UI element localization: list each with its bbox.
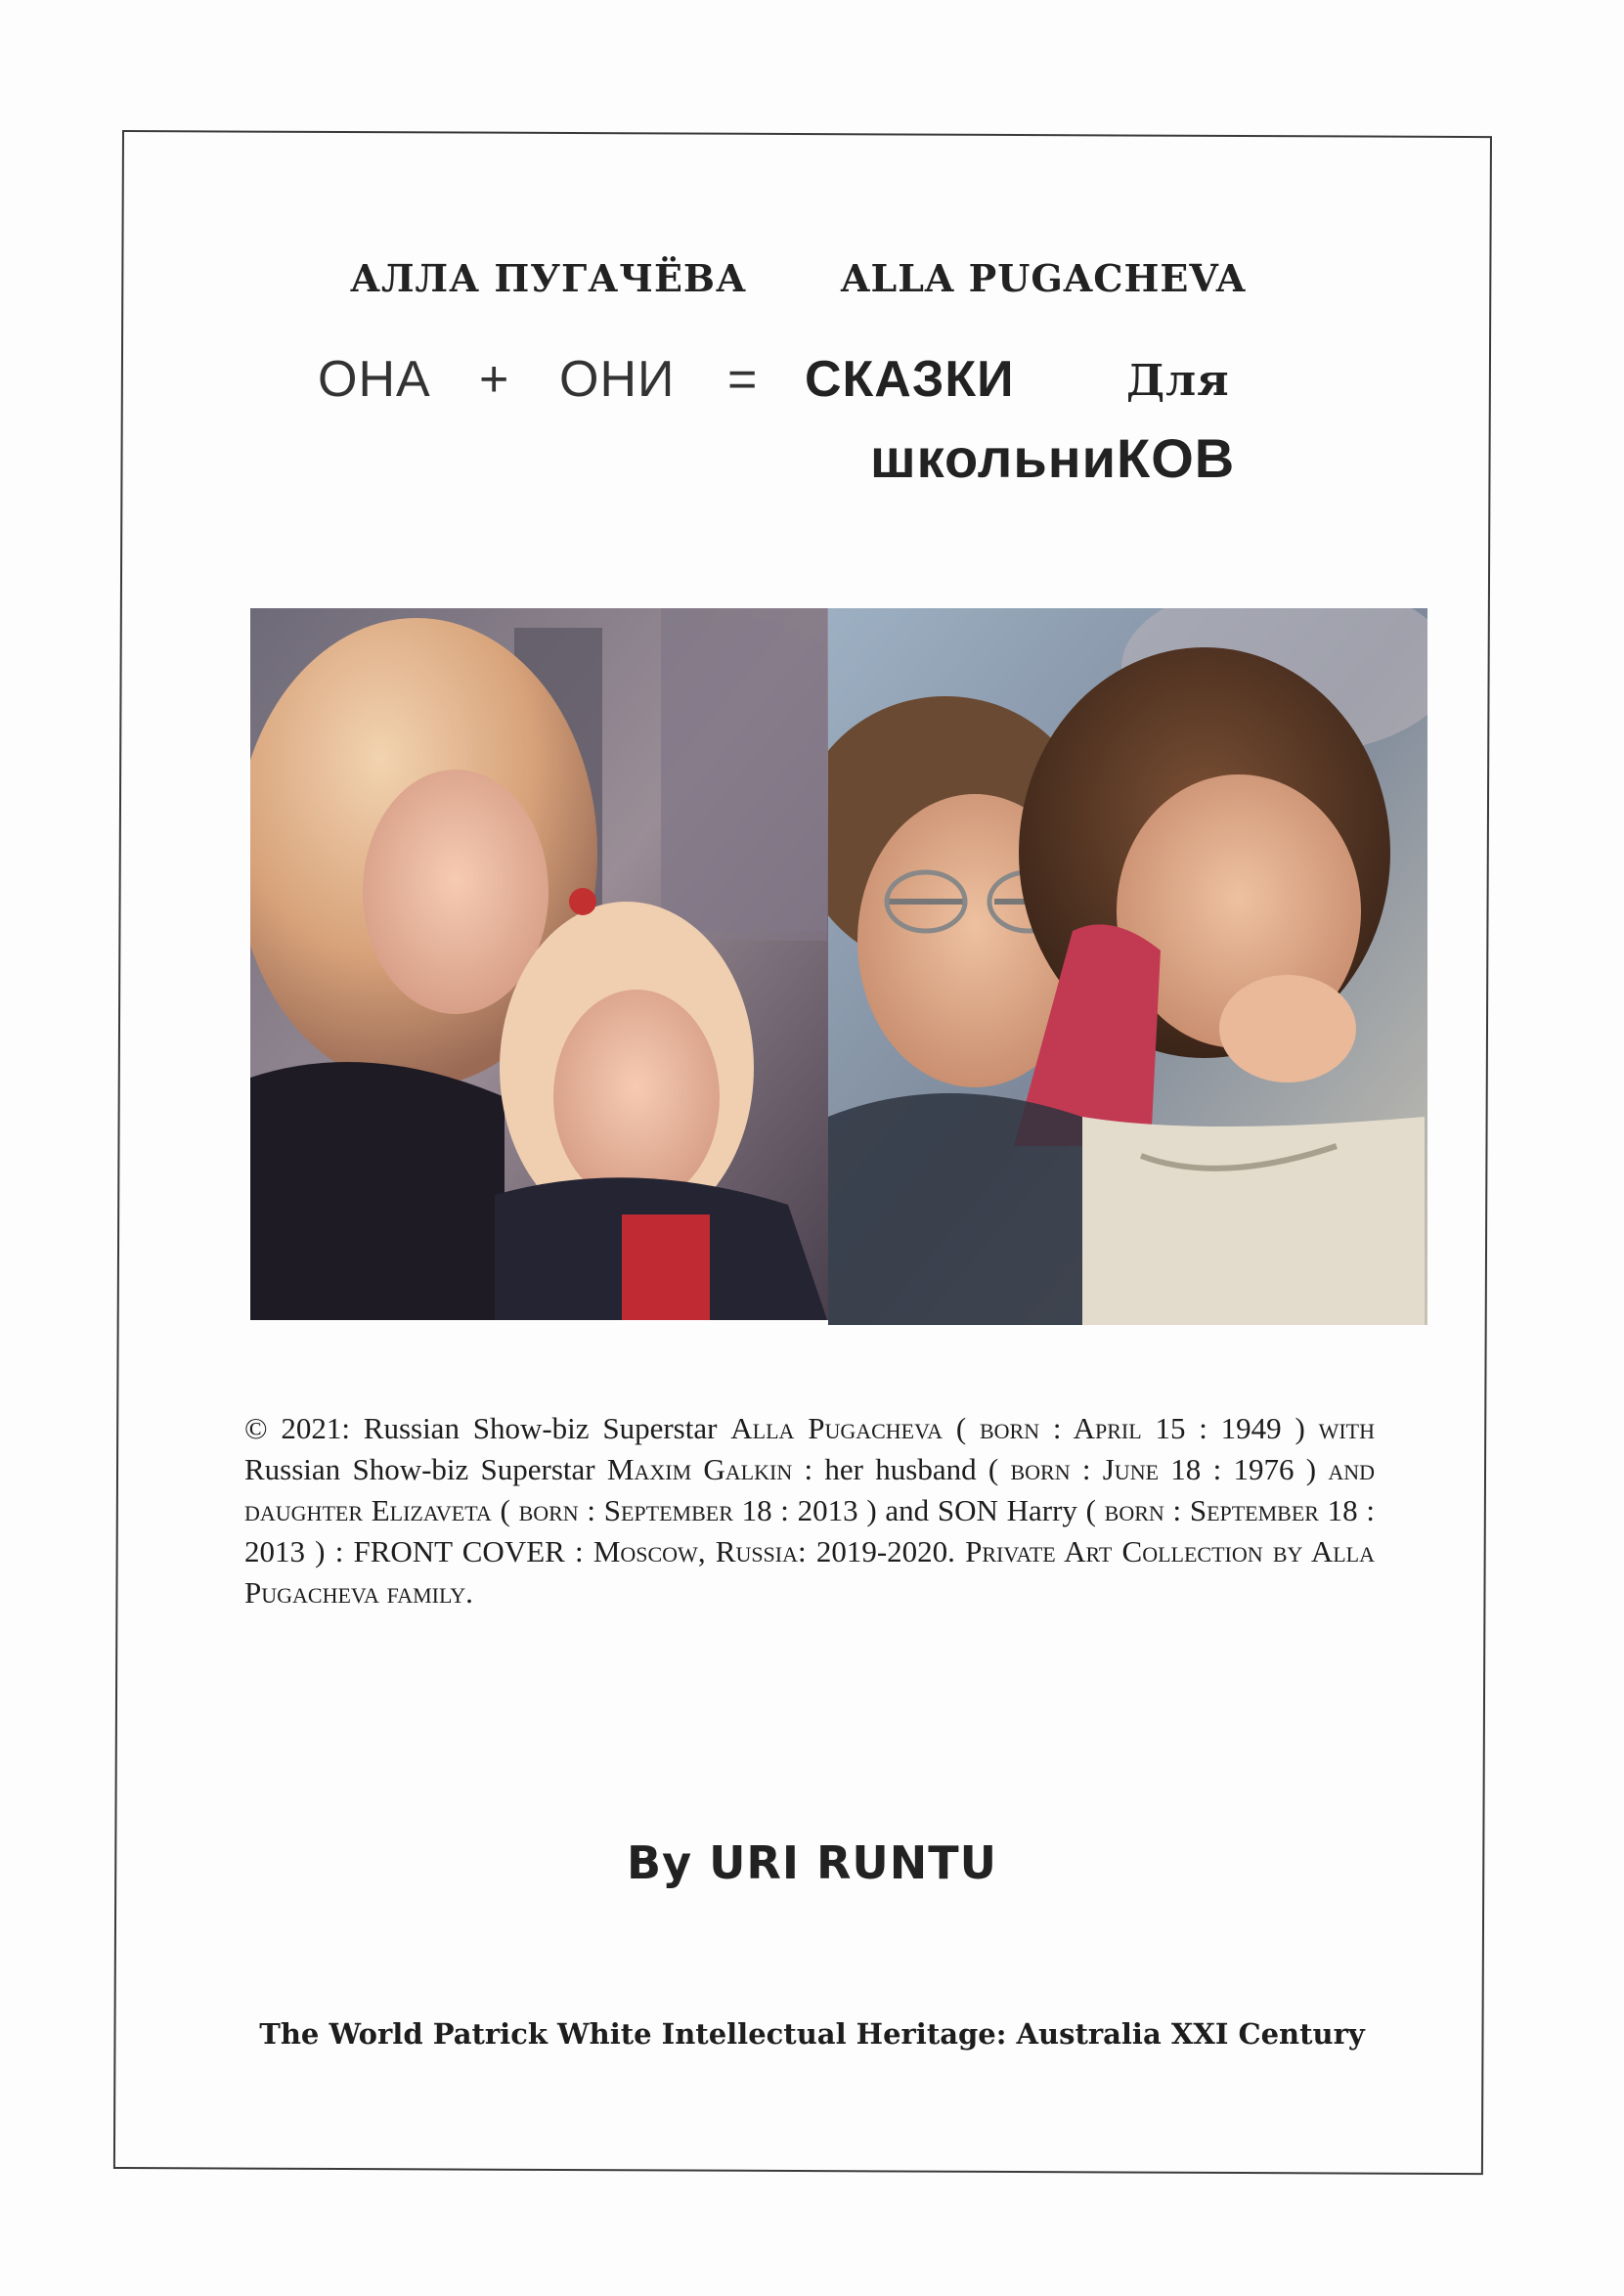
equation-result-3: школьниКОВ xyxy=(870,427,1236,489)
equation-result-2: Для xyxy=(1126,356,1230,406)
author-line: By URI RUNTU xyxy=(627,1836,997,1889)
caption-part: with xyxy=(1318,1411,1376,1445)
caption-part: born : April 15 : 1949 xyxy=(979,1411,1282,1445)
caption-part: 18 : 1976 ) xyxy=(1159,1452,1329,1486)
caption-part: : her husband ( xyxy=(792,1452,1011,1486)
photo-right xyxy=(828,608,1427,1325)
caption-part: ) xyxy=(1281,1411,1319,1445)
caption-part: Alla Pugacheva xyxy=(730,1411,944,1445)
caption-part: ( xyxy=(491,1493,519,1527)
caption-part: 18 : 2013 ) : FRONT COVER : xyxy=(244,1493,1376,1568)
caption-part: and daughter Elizaveta xyxy=(244,1452,1375,1527)
caption-part: Russian Show-biz Superstar xyxy=(244,1452,607,1486)
caption-part: born : June xyxy=(1010,1452,1160,1486)
caption-part: born : September xyxy=(518,1493,733,1527)
caption-part: © 2021: Russian Show-biz Superstar xyxy=(244,1411,731,1445)
caption-part: : 2019-2020. xyxy=(798,1534,966,1568)
equation-result-1: СКАЗКИ xyxy=(805,351,1015,408)
footer-heritage: The World Patrick White Intellectual Heritage: Australia XXI Century xyxy=(259,2017,1365,2051)
photo-left xyxy=(250,608,828,1320)
caption-part: ( xyxy=(943,1411,980,1445)
caption-part: born : September xyxy=(1104,1493,1319,1527)
caption-part: Private Art Collection by Alla Pugacheva family xyxy=(244,1534,1376,1610)
caption-part: 18 : 2013 ) and SON Harry ( xyxy=(732,1493,1105,1527)
caption-part: . xyxy=(465,1575,473,1610)
caption-part: Maxim Galkin xyxy=(606,1452,793,1486)
photo-caption xyxy=(244,1408,1375,1613)
equation-part2: ОНИ xyxy=(559,351,676,408)
title-english: ALLA PUGACHEVA xyxy=(841,256,1247,300)
caption-part: Moscow, Russia xyxy=(593,1534,799,1568)
equation-plus: + xyxy=(479,351,510,408)
equation-part1: ОНА xyxy=(318,351,431,408)
title-russian: АЛЛА ПУГАЧЁВА xyxy=(350,256,747,300)
equation-equals: = xyxy=(727,351,759,408)
